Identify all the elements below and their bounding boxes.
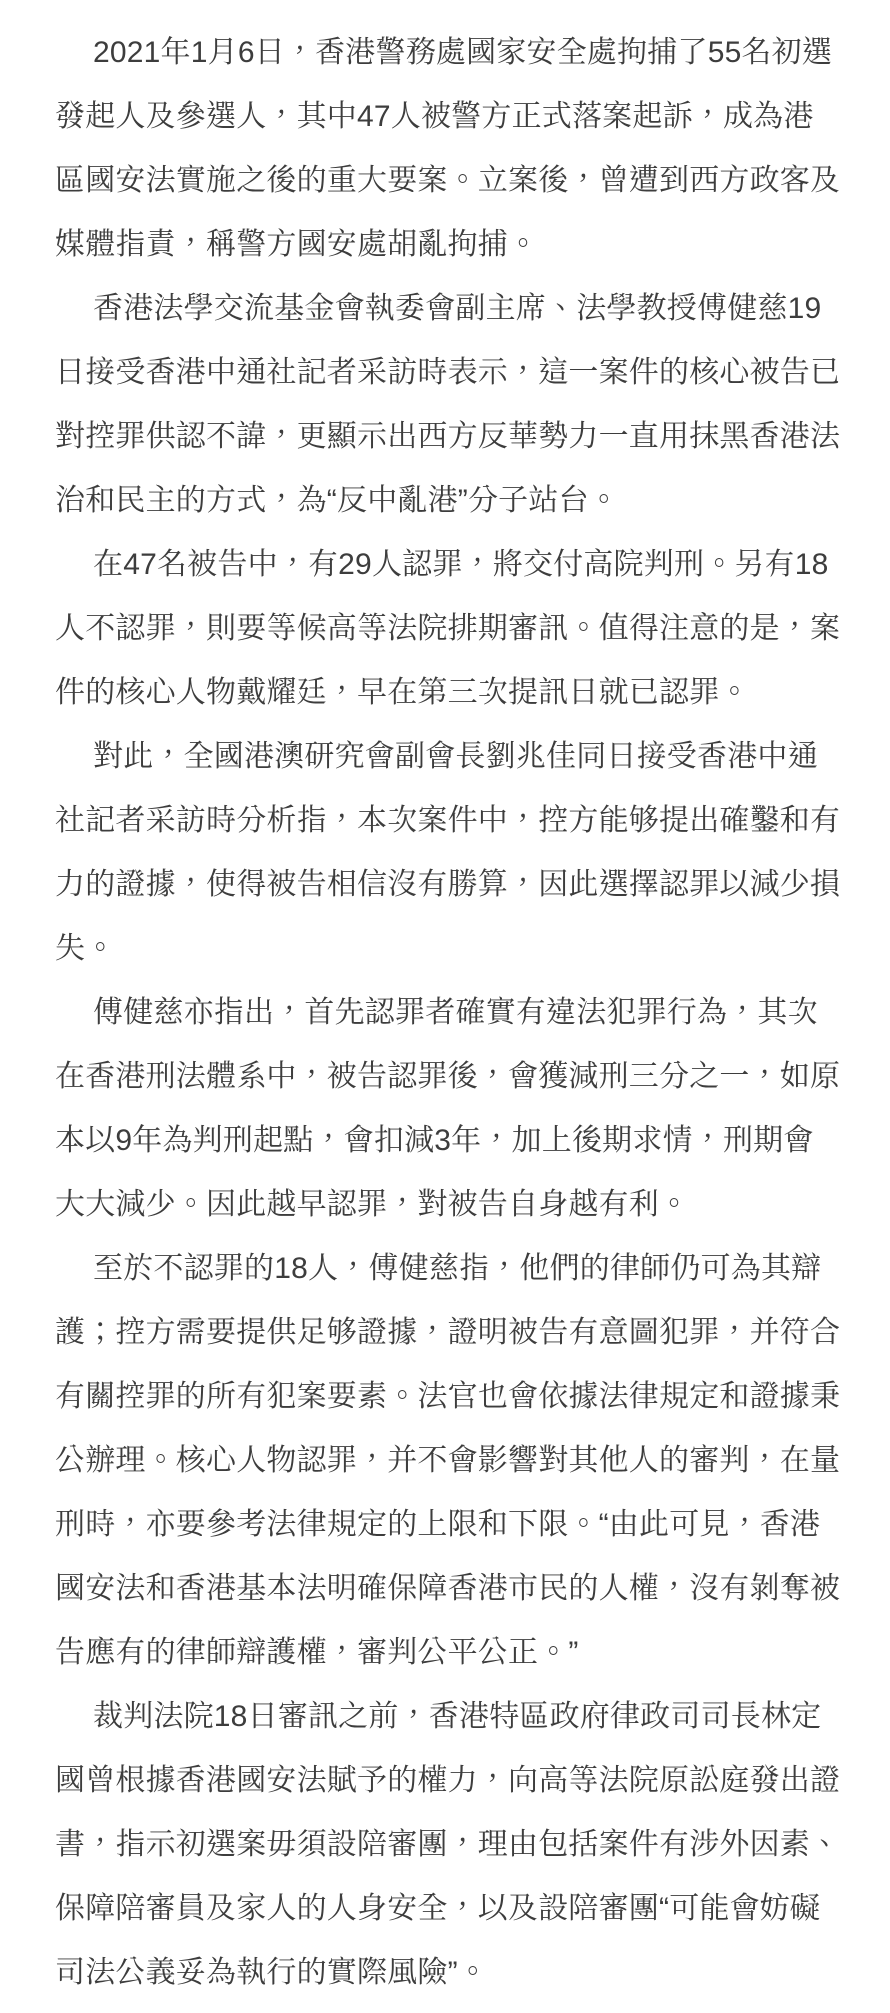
text-line: 本以9年為判刑起點，會扣減3年，加上後期求情，刑期會 (55, 1124, 814, 1157)
text-line: 大大減少。因此越早認罪，對被告自身越有利。 (55, 1188, 690, 1221)
paragraph (55, 981, 841, 1237)
text-line: 有關控罪的所有犯案要素。法官也會依據法律規定和證據秉 (55, 1380, 841, 1413)
text-line: 在香港刑法體系中，被告認罪後，會獲減刑三分之一，如原 (55, 1060, 841, 1093)
text-line: 國曾根據香港國安法賦予的權力，向高等法院原訟庭發出證 (55, 1764, 841, 1797)
text-line: 告應有的律師辯護權，審判公平公正。” (55, 1636, 579, 1669)
text-line: 日接受香港中通社記者采訪時表示，這一案件的核心被告已 (55, 356, 841, 389)
text-line: 媒體指責，稱警方國安處胡亂拘捕。 (55, 228, 539, 261)
text-line: 社記者采訪時分析指，本次案件中，控方能够提出確鑿和有 (55, 804, 841, 837)
text-line: 發起人及參選人，其中47人被警方正式落案起訴，成為港 (55, 100, 814, 133)
paragraph (55, 21, 841, 277)
paragraph (55, 533, 841, 725)
text-line: 保障陪審員及家人的人身安全，以及設陪審團“可能會妨礙 (55, 1892, 821, 1925)
text-line: 力的證據，使得被告相信沒有勝算，因此選擇認罪以減少損 (55, 868, 841, 901)
text-line: 失。 (55, 932, 116, 965)
text-line: 對此，全國港澳研究會副會長劉兆佳同日接受香港中通 (93, 740, 818, 773)
text-line: 至於不認罪的18人，傅健慈指，他們的律師仍可為其辯 (93, 1252, 822, 1285)
text-line: 治和民主的方式，為“反中亂港”分子站台。 (55, 484, 619, 517)
text-line: 區國安法實施之後的重大要案。立案後，曾遭到西方政客及 (55, 164, 841, 197)
paragraph (55, 1237, 841, 1685)
text-line: 護；控方需要提供足够證據，證明被告有意圖犯罪，并符合 (55, 1316, 841, 1349)
text-line: 件的核心人物戴耀廷，早在第三次提訊日就已認罪。 (55, 676, 750, 709)
text-line: 人不認罪，則要等候高等法院排期審訊。值得注意的是，案 (55, 612, 841, 645)
paragraph (55, 277, 841, 533)
text-line: 傅健慈亦指出，首先認罪者確實有違法犯罪行為，其次 (93, 996, 818, 1029)
text-line: 在47名被告中，有29人認罪，將交付高院判刑。另有18 (93, 548, 829, 581)
paragraph (55, 725, 841, 981)
text-line: 刑時，亦要參考法律規定的上限和下限。“由此可見，香港 (55, 1508, 821, 1541)
text-line: 國安法和香港基本法明確保障香港市民的人權，沒有剝奪被 (55, 1572, 841, 1605)
text-line: 香港法學交流基金會執委會副主席、法學教授傅健慈19 (93, 292, 822, 325)
text-line: 書，指示初選案毋須設陪審團，理由包括案件有涉外因素、 (55, 1828, 841, 1861)
text-line: 裁判法院18日審訊之前，香港特區政府律政司司長林定 (93, 1700, 822, 1733)
text-line: 對控罪供認不諱，更顯示出西方反華勢力一直用抹黑香港法 (55, 420, 841, 453)
text-line: 司法公義妥為執行的實際風險”。 (55, 1956, 488, 1989)
paragraph (55, 1685, 841, 2005)
text-line: 公辦理。核心人物認罪，并不會影響對其他人的審判，在量 (55, 1444, 841, 1477)
text-line: 2021年1月6日，香港警務處國家安全處拘捕了55名初選 (93, 36, 833, 69)
